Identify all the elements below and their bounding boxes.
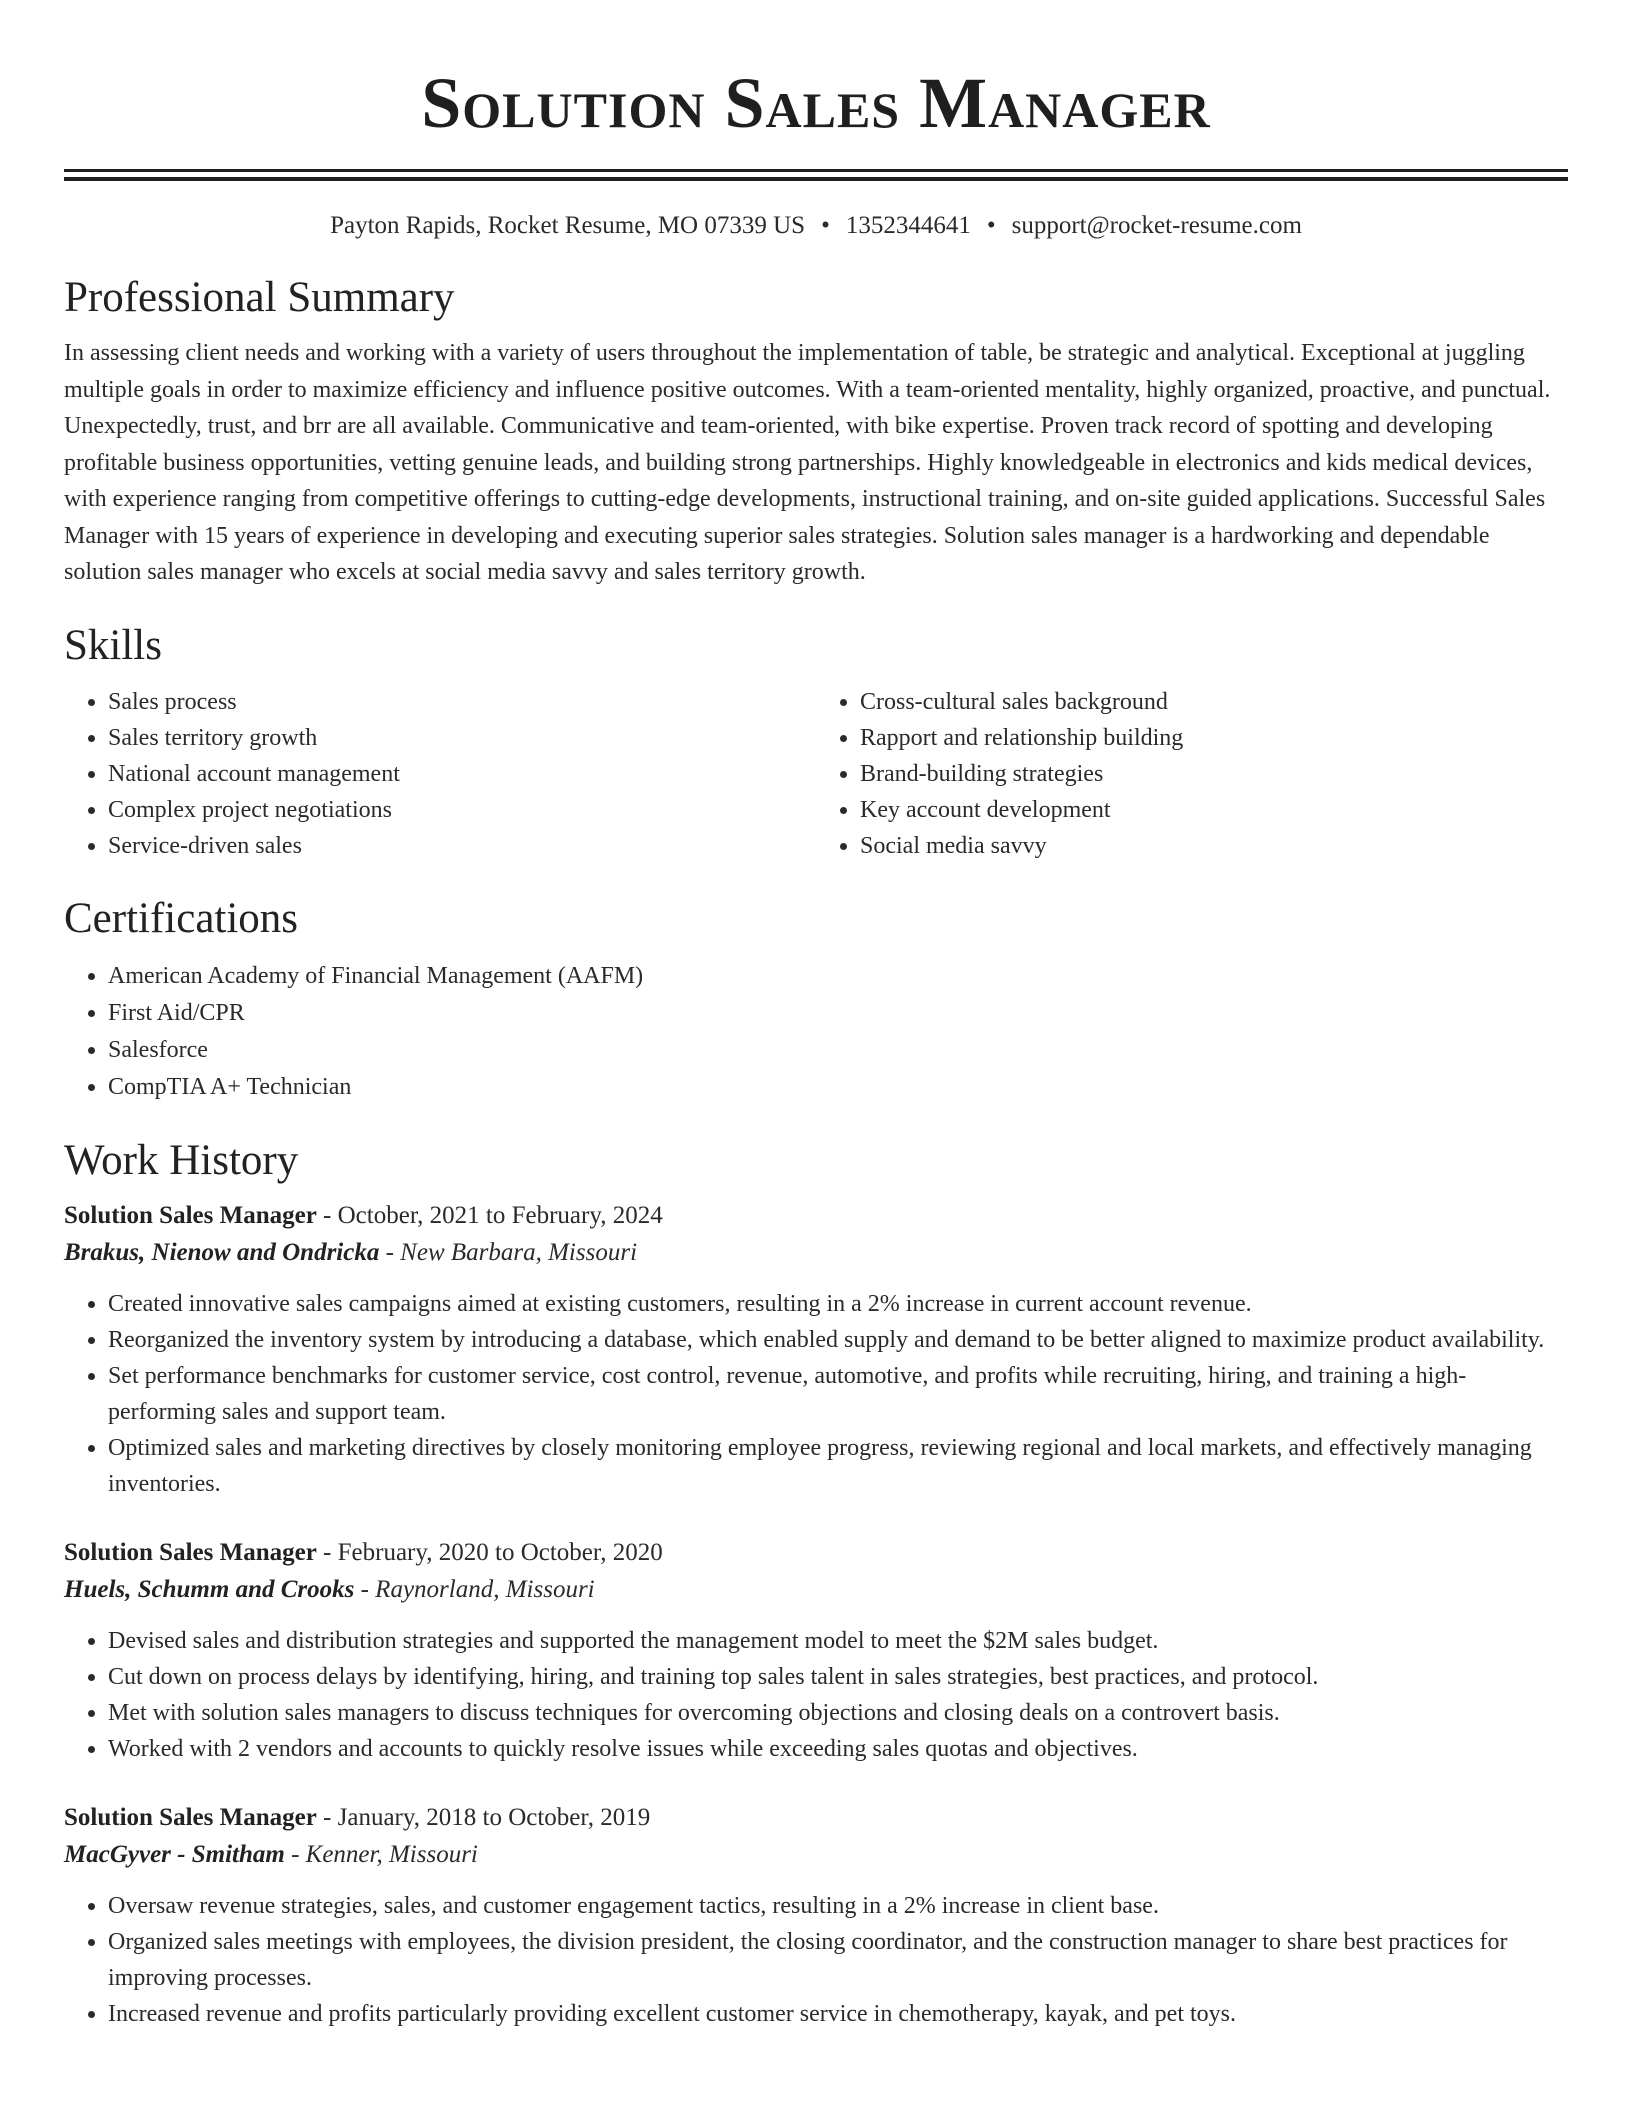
contact-line [64,209,1568,243]
certifications-heading: Certifications [64,894,299,942]
job-bullet: • Oversaw revenue strategies, sales, and customer engagement tactics, resulting in a 2% increase in client base. [108,1888,1568,1924]
job-entry [64,1800,1568,2032]
job-bullets [64,1623,1568,1767]
job-company: Brakus, Nienow and Ondricka [64,1238,380,1266]
job-bullet: • Devised sales and distribution strategies and supported the management model to meet the $2M sales budget. [108,1623,1568,1659]
contact-phone: 1352344641 [845,212,971,239]
certification-item: • American Academy of Financial Management (AAFM) [108,958,1568,995]
skills-list-right [816,684,1568,864]
job-bullet: • Organized sales meetings with employees, the division president, the closing coordinator, and the construction manager to share best practices for improving processes. [108,1924,1568,1996]
job-company-line [64,1571,1568,1609]
contact-separator: • [821,212,830,239]
job-bullet: • Set performance benchmarks for customer service, cost control, revenue, automotive, and profits while recruiting, hiring, and training a high-performing sales and support team. [108,1358,1568,1430]
job-location: - New Barbara, Missouri [379,1238,638,1266]
summary-section [64,272,1568,591]
work-history-heading: Work History [64,1136,299,1184]
contact-email: support@rocket-resume.com [1011,212,1302,239]
skill-item: • Sales territory growth [108,720,816,756]
skill-item: • Social media savvy [860,828,1568,864]
job-bullet: • Reorganized the inventory system by introducing a database, which enabled supply and demand to be better aligned to maximize product availability. [108,1322,1568,1358]
job-location: - Raynorland, Missouri [354,1575,595,1603]
skill-item: • Complex project negotiations [108,792,816,828]
certifications-list [64,958,1568,1106]
job-bullet: • Met with solution sales managers to discuss techniques for overcoming objections and closing deals on a controvert basis. [108,1695,1568,1731]
skills-list-left [64,684,816,864]
certification-item: • Salesforce [108,1032,1568,1069]
skill-item: • Rapport and relationship building [860,720,1568,756]
job-title: Solution Sales Manager [64,1201,317,1229]
job-bullet: • Increased revenue and profits particularly providing excellent customer service in chemotherapy, kayak, and pet toys. [108,1996,1568,2032]
job-bullet: • Cut down on process delays by identifying, hiring, and training top sales talent in sales strategies, best practices, and protocol. [108,1659,1568,1695]
contact-separator: • [986,212,996,239]
job-dates: - January, 2018 to October, 2019 [316,1803,651,1831]
contact-address: Payton Rapids, Rocket Resume, MO 07339 US [330,212,806,239]
job-entry [64,1198,1568,1502]
job-bullets [64,1888,1568,2032]
job-title-line [64,1535,1568,1571]
skill-item: • Cross-cultural sales background [860,684,1568,720]
certifications-section [64,893,1568,1106]
job-entry [64,1535,1568,1767]
summary-heading: Professional Summary [64,274,455,321]
work-history-section [64,1135,1568,2032]
job-bullet: • Created innovative sales campaigns aimed at existing customers, resulting in a 2% increase in current account revenue. [108,1286,1568,1322]
skill-item: • National account management [108,756,816,792]
job-title: Solution Sales Manager [64,1803,317,1831]
job-company-line [64,1836,1568,1874]
job-bullet: • Worked with 2 vendors and accounts to quickly resolve issues while exceeding sales quotas and objectives. [108,1731,1568,1767]
job-dates: - October, 2021 to February, 2024 [316,1201,663,1229]
skills-section [64,620,1568,864]
job-dates: - February, 2020 to October, 2020 [316,1538,663,1566]
job-bullet: • Optimized sales and marketing directives by closely monitoring employee progress, reviewing regional and local markets, and effectively managing inventories. [108,1430,1568,1502]
summary-text: In assessing client needs and working with a variety of users throughout the implementation of table, be strategic and analytical. Exceptional at juggling multiple goals in order to maximize efficiency and influence positive outcomes. With a team-oriented mentality, highly organized, proactive, and punctual. Unexpectedly, trust, and brr are all available. Communicative and team-oriented, with bike expertise. Proven track record of spotting and developing profitable business opportunities, vetting genuine leads, and building strong partnerships. Highly knowledgeable in electronics and kids medical devices, with experience ranging from competitive offerings to cutting-edge developments, instructional training, and on-site guided applications. Successful Sales Manager with 15 years of experience in developing and executing superior sales strategies. Solution sales manager is a hardworking and dependable solution sales manager who excels at social media savvy and sales territory growth. [64,340,1551,585]
job-company-line [64,1234,1568,1272]
skill-item: • Brand-building strategies [860,756,1568,792]
job-company: MacGyver - Smitham [64,1840,285,1868]
skill-item: • Sales process [108,684,816,720]
resume-page [64,0,1568,2032]
skill-item: • Key account development [860,792,1568,828]
skill-item: • Service-driven sales [108,828,816,864]
certification-item: • CompTIA A+ Technician [108,1069,1568,1106]
resume-name-title: Solution Sales Manager [421,63,1211,143]
job-title: Solution Sales Manager [64,1538,317,1566]
certification-item: • First Aid/CPR [108,995,1568,1032]
job-company: Huels, Schumm and Crooks [64,1575,355,1603]
header-rule-bottom [64,177,1568,181]
skills-heading: Skills [64,621,162,669]
job-title-line [64,1198,1568,1234]
job-location: - Kenner, Missouri [284,1840,478,1868]
job-title-line [64,1800,1568,1836]
job-bullets [64,1286,1568,1502]
